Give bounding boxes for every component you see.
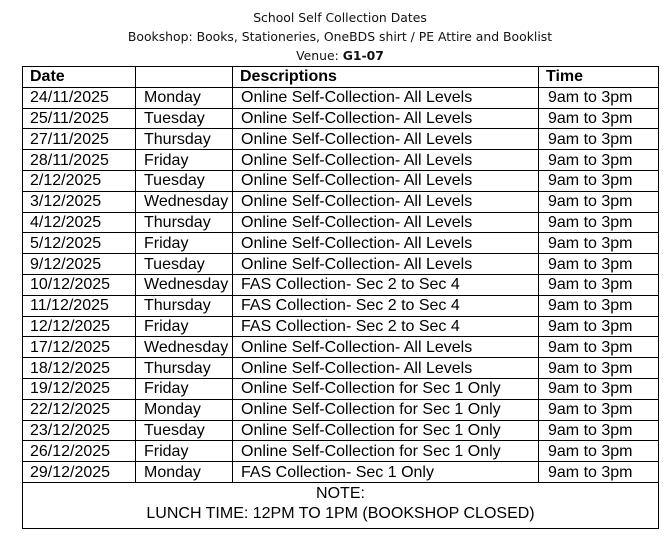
- cell-description: Online Self-Collection- All Levels: [233, 129, 539, 150]
- table-row: [23, 191, 659, 212]
- cell-date: 18/12/2025: [23, 358, 136, 379]
- cell-time: 9am to 3pm: [539, 233, 659, 254]
- cell-day: Friday: [136, 316, 233, 337]
- cell-description: Online Self-Collection- All Levels: [233, 170, 539, 191]
- table-row: [23, 233, 659, 254]
- cell-day: Monday: [136, 399, 233, 420]
- cell-date: 2/12/2025: [23, 170, 136, 191]
- cell-description: Online Self-Collection for Sec 1 Only: [233, 420, 539, 441]
- document-subtitle: Bookshop: Books, Stationeries, OneBDS shirt / PE Attire and Booklist: [127, 29, 553, 44]
- cell-description: Online Self-Collection- All Levels: [233, 233, 539, 254]
- cell-date: 19/12/2025: [23, 378, 136, 399]
- cell-time: 9am to 3pm: [539, 462, 659, 483]
- note-label: NOTE:: [316, 484, 365, 502]
- table-row: [23, 316, 659, 337]
- cell-description: FAS Collection- Sec 2 to Sec 4: [233, 316, 539, 337]
- cell-date: 26/12/2025: [23, 441, 136, 462]
- cell-time: 9am to 3pm: [539, 420, 659, 441]
- table-row: [23, 170, 659, 191]
- cell-description: Online Self-Collection- All Levels: [233, 254, 539, 275]
- cell-date: 11/12/2025: [23, 295, 136, 316]
- cell-day: Thursday: [136, 129, 233, 150]
- collection-schedule-table: [22, 66, 659, 529]
- cell-day: Friday: [136, 150, 233, 171]
- table-row: [23, 108, 659, 129]
- cell-time: 9am to 3pm: [539, 150, 659, 171]
- table-row: [23, 378, 659, 399]
- table-row: [23, 274, 659, 295]
- cell-time: 9am to 3pm: [539, 358, 659, 379]
- cell-day: Wednesday: [136, 337, 233, 358]
- cell-description: Online Self-Collection for Sec 1 Only: [233, 441, 539, 462]
- venue-label: Venue:: [296, 48, 343, 63]
- cell-day: Thursday: [136, 212, 233, 233]
- cell-time: 9am to 3pm: [539, 129, 659, 150]
- cell-date: 4/12/2025: [23, 212, 136, 233]
- cell-description: Online Self-Collection- All Levels: [233, 337, 539, 358]
- cell-description: Online Self-Collection- All Levels: [233, 150, 539, 171]
- cell-date: 27/11/2025: [23, 129, 136, 150]
- cell-date: 23/12/2025: [23, 420, 136, 441]
- table-row: [23, 337, 659, 358]
- document-title: School Self Collection Dates: [253, 10, 427, 25]
- table-row: [23, 150, 659, 171]
- cell-time: 9am to 3pm: [539, 378, 659, 399]
- cell-date: 28/11/2025: [23, 150, 136, 171]
- cell-day: Wednesday: [136, 274, 233, 295]
- cell-time: 9am to 3pm: [539, 316, 659, 337]
- note-text: LUNCH TIME: 12PM TO 1PM (BOOKSHOP CLOSED): [146, 504, 535, 522]
- cell-time: 9am to 3pm: [539, 274, 659, 295]
- cell-time: 9am to 3pm: [539, 108, 659, 129]
- table-row: [23, 254, 659, 275]
- cell-time: 9am to 3pm: [539, 254, 659, 275]
- cell-date: 10/12/2025: [23, 274, 136, 295]
- cell-day: Monday: [136, 87, 233, 108]
- cell-description: FAS Collection- Sec 2 to Sec 4: [233, 274, 539, 295]
- cell-time: 9am to 3pm: [539, 191, 659, 212]
- table-row: [23, 129, 659, 150]
- note-row: [23, 482, 659, 528]
- cell-day: Tuesday: [136, 170, 233, 191]
- column-header-time: Time: [539, 67, 659, 88]
- cell-day: Tuesday: [136, 108, 233, 129]
- cell-time: 9am to 3pm: [539, 441, 659, 462]
- cell-description: FAS Collection- Sec 2 to Sec 4: [233, 295, 539, 316]
- cell-description: Online Self-Collection- All Levels: [233, 108, 539, 129]
- cell-time: 9am to 3pm: [539, 87, 659, 108]
- cell-date: 9/12/2025: [23, 254, 136, 275]
- cell-day: Wednesday: [136, 191, 233, 212]
- cell-time: 9am to 3pm: [539, 170, 659, 191]
- note-cell: [23, 482, 659, 528]
- table-row: [23, 295, 659, 316]
- column-header-date: Date: [23, 67, 136, 88]
- cell-date: 17/12/2025: [23, 337, 136, 358]
- cell-day: Friday: [136, 233, 233, 254]
- table-row: [23, 420, 659, 441]
- cell-time: 9am to 3pm: [539, 337, 659, 358]
- cell-time: 9am to 3pm: [539, 399, 659, 420]
- venue-value: G1-07: [342, 48, 384, 63]
- cell-description: Online Self-Collection for Sec 1 Only: [233, 399, 539, 420]
- cell-description: FAS Collection- Sec 1 Only: [233, 462, 539, 483]
- cell-day: Tuesday: [136, 254, 233, 275]
- table-row: [23, 462, 659, 483]
- cell-day: Thursday: [136, 358, 233, 379]
- cell-description: Online Self-Collection- All Levels: [233, 87, 539, 108]
- cell-time: 9am to 3pm: [539, 295, 659, 316]
- table-header-row: [23, 67, 659, 88]
- cell-description: Online Self-Collection for Sec 1 Only: [233, 378, 539, 399]
- table-row: [23, 87, 659, 108]
- cell-date: 29/12/2025: [23, 462, 136, 483]
- table-row: [23, 399, 659, 420]
- cell-day: Monday: [136, 462, 233, 483]
- cell-date: 5/12/2025: [23, 233, 136, 254]
- table-row: [23, 212, 659, 233]
- venue-line: [0, 48, 670, 63]
- column-header-day: [136, 67, 233, 88]
- cell-description: Online Self-Collection- All Levels: [233, 358, 539, 379]
- cell-day: Friday: [136, 441, 233, 462]
- cell-date: 3/12/2025: [23, 191, 136, 212]
- cell-description: Online Self-Collection- All Levels: [233, 191, 539, 212]
- cell-date: 25/11/2025: [23, 108, 136, 129]
- cell-day: Thursday: [136, 295, 233, 316]
- cell-day: Friday: [136, 378, 233, 399]
- cell-day: Tuesday: [136, 420, 233, 441]
- cell-time: 9am to 3pm: [539, 212, 659, 233]
- cell-date: 12/12/2025: [23, 316, 136, 337]
- cell-date: 24/11/2025: [23, 87, 136, 108]
- table-row: [23, 358, 659, 379]
- column-header-descriptions: Descriptions: [233, 67, 539, 88]
- table-row: [23, 441, 659, 462]
- cell-description: Online Self-Collection- All Levels: [233, 212, 539, 233]
- cell-date: 22/12/2025: [23, 399, 136, 420]
